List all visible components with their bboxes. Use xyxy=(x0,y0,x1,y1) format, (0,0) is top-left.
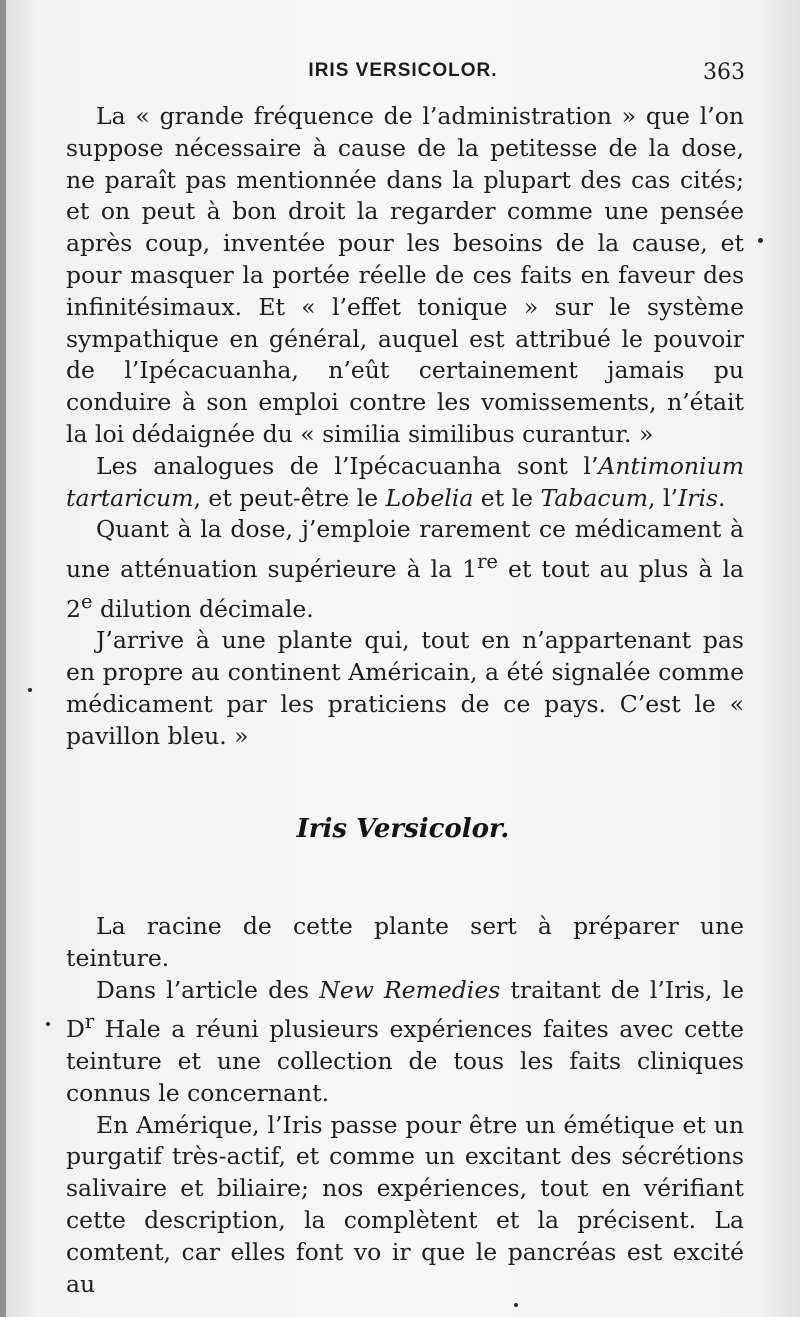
text-block-top xyxy=(66,101,744,753)
doctor-superscript: r xyxy=(84,1010,95,1034)
paragraph-america: En Amérique, l’Iris passe pour être un émétique et un purgatif très-actif, et comme un excitant des sécrétions salivaire et biliaire; nos expériences, tout en vérifiant cette description, la complètent et la précisent. La comtent, car elles font vo ir que le pancréas est excité au xyxy=(66,1110,744,1298)
section-heading: Iris Versicolor. xyxy=(296,814,510,844)
ink-speck xyxy=(758,238,763,243)
dosage-text-1: Quant à la dose, j’emploie rarement ce médicament à une atténuation supérieure à la 1 xyxy=(66,515,744,583)
analogues-text-3: et le xyxy=(473,483,541,512)
text-block-bottom xyxy=(66,911,744,1300)
analogues-text-4: , l’ xyxy=(648,483,678,512)
analogue-tabacum: Tabacum xyxy=(540,483,649,512)
analogues-text-1: Les analogues de l’Ipécacuanha sont l’ xyxy=(96,451,599,480)
dosage-text-2: et tout au plus à la 2 xyxy=(66,554,744,623)
analogue-antimonium: Antimonium tartaricum xyxy=(66,451,744,512)
analogue-lobelia: Lobelia xyxy=(385,483,474,512)
ink-speck xyxy=(514,1303,518,1307)
new-remedies-text-3: Hale a réuni plusieurs expériences faites avec cette teinture et une collection de tous les faits cliniques connus le concernant. xyxy=(66,1015,744,1107)
dosage-superscript-1: re xyxy=(477,550,499,574)
paragraph-root-tincture: La racine de cette plante sert à préparer une teinture. xyxy=(66,912,744,972)
running-title: IRIS VERSICOLOR. xyxy=(308,60,498,81)
page-header xyxy=(61,60,745,90)
ink-speck xyxy=(28,688,32,692)
paragraph-new-remedies xyxy=(66,975,744,1110)
dosage-superscript-2: e xyxy=(80,589,93,613)
paragraph-dosage xyxy=(66,514,744,625)
dosage-text-3: dilution décimale. xyxy=(92,594,314,623)
paragraph-dose-frequency: La « grande fréquence de l’administration » que l’on suppose nécessaire à cause de la petitesse de la dose, ne paraît pas mentionnée dans la plupart des cas cités; et on peut à bon droit la regarder comme une pensée après coup, inventée pour les besoins de la cause, et pour masquer la portée réelle de ces faits en faveur des infinitésimaux. Et « l’effet tonique » sur le système sympathique en général, auquel est attribué le pouvoir de l’Ipécacuanha, n’eût certainement jamais pu conduire à son emploi contre les vomissements, n’était la loi dédaignée du « similia similibus curantur. » xyxy=(66,102,744,448)
analogues-text-2: , et peut-être le xyxy=(193,483,386,512)
paragraph-blue-flag: J’arrive à une plante qui, tout en n’appartenant pas en propre au continent Américain, a été signalée comme médicament par les praticiens de ce pays. C’est le « pavillon bleu. » xyxy=(66,626,744,750)
page-number: 363 xyxy=(703,60,745,85)
book-page xyxy=(6,0,800,1317)
new-remedies-text-2: traitant de l’Iris, le D xyxy=(66,975,744,1044)
paragraph-analogues xyxy=(66,451,744,515)
new-remedies-text-1: Dans l’article des xyxy=(96,975,320,1004)
analogue-iris: Iris xyxy=(677,483,719,512)
analogues-text-5: . xyxy=(718,483,726,512)
ink-speck xyxy=(46,1022,50,1026)
new-remedies-title: New Remedies xyxy=(319,975,501,1004)
